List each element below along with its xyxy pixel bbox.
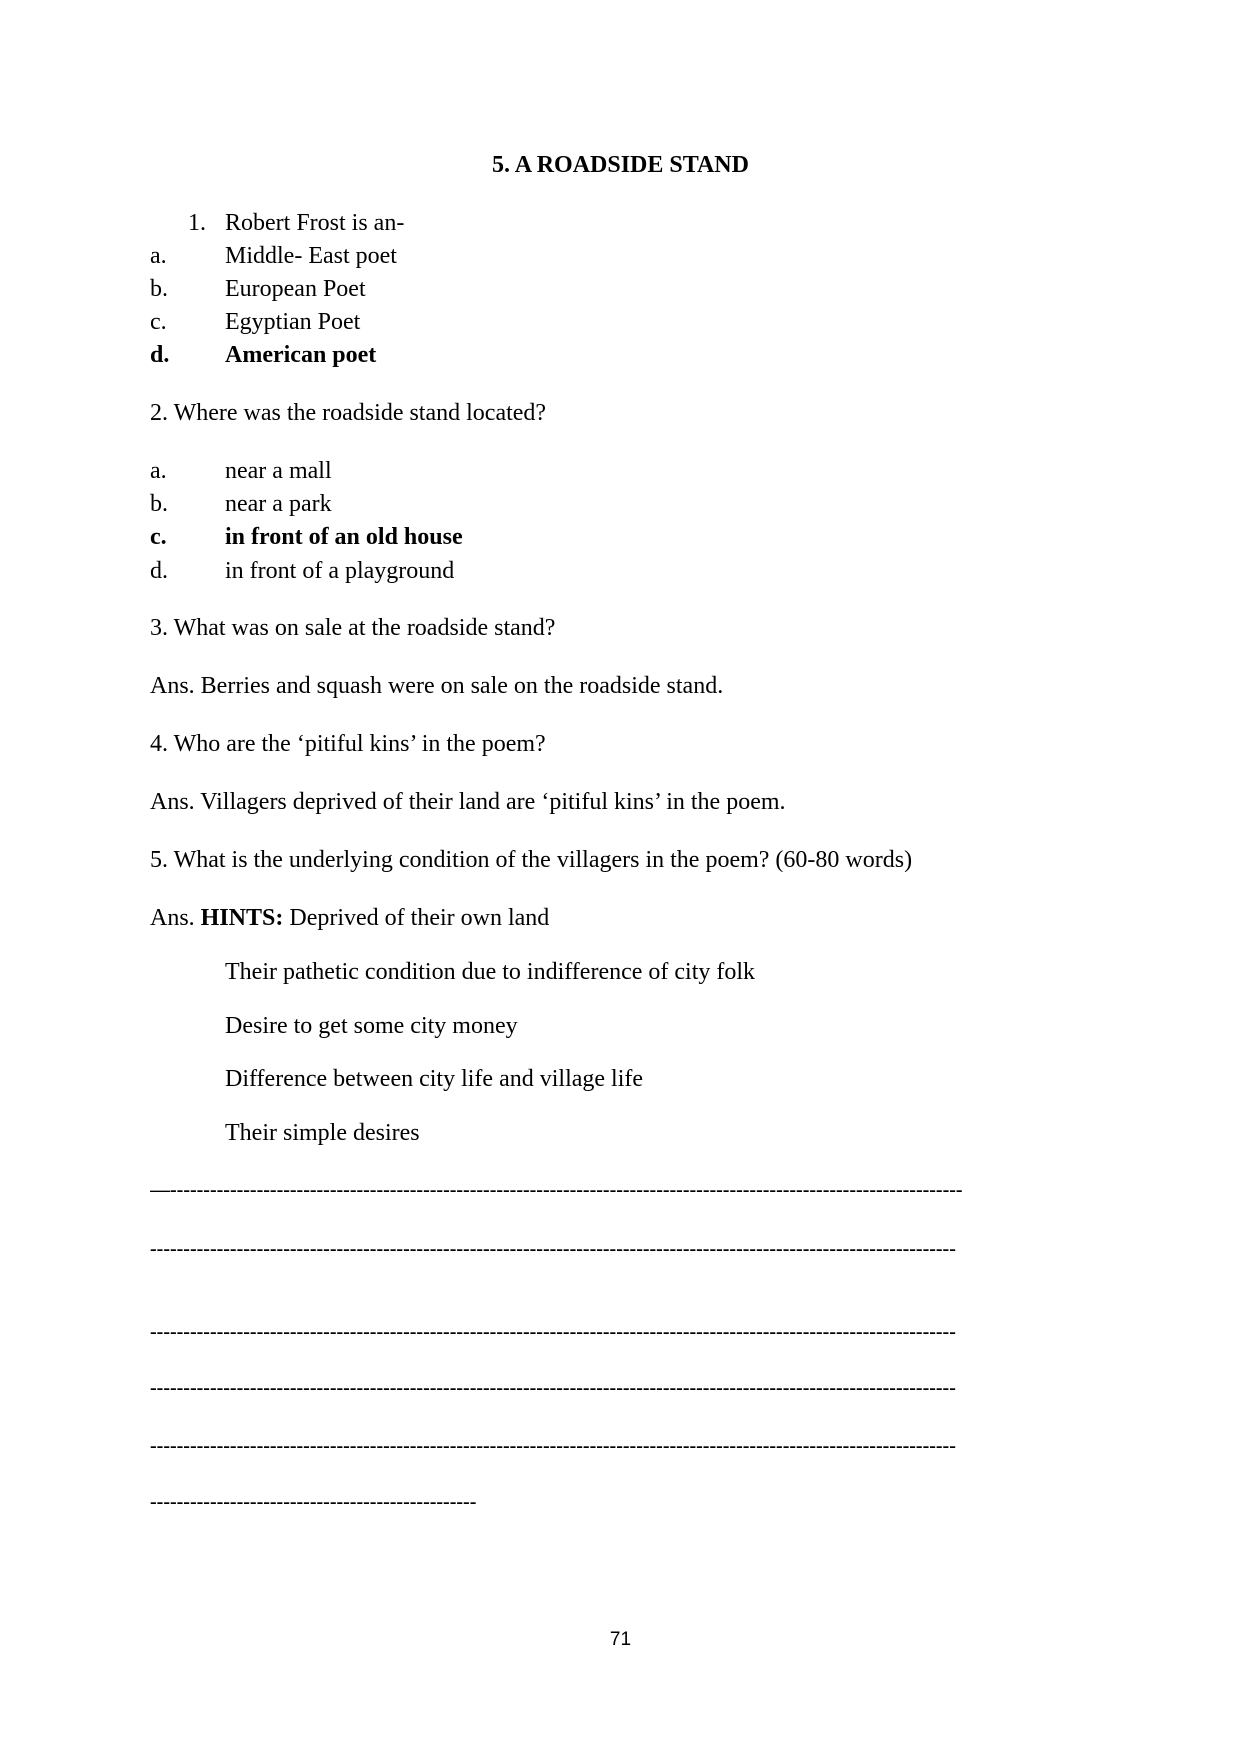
q2-option-a-letter: a. — [150, 458, 167, 484]
hint-item: Deprived of their own land — [289, 905, 550, 931]
question-1-number: 1. — [188, 210, 206, 236]
question-3-text: 3. What was on sale at the roadside stand? — [150, 615, 556, 641]
hint-item: Difference between city life and village life — [225, 1066, 644, 1092]
hint-item: Their simple desires — [225, 1120, 420, 1146]
hint-item: Their pathetic condition due to indifference of city folk — [225, 959, 756, 985]
answer-prefix: Ans. — [150, 905, 195, 931]
q2-option-d-letter: d. — [150, 558, 168, 584]
q2-option-a-text: near a mall — [225, 458, 332, 484]
q1-option-d-text: American poet — [225, 342, 377, 368]
question-4-answer: Ans. Villagers deprived of their land are ‘pitiful kins’ in the poem. — [150, 789, 786, 815]
q1-option-c-text: Egyptian Poet — [225, 309, 361, 335]
page-number: 71 — [609, 1629, 632, 1650]
answer-line: ------------------------------------------------------------------------------------------------------------------------- — [150, 1377, 956, 1399]
q1-option-d-letter: d. — [150, 342, 170, 368]
question-1-text: Robert Frost is an- — [225, 210, 405, 236]
question-3-answer: Ans. Berries and squash were on sale on the roadside stand. — [150, 673, 724, 699]
q2-option-c-text: in front of an old house — [225, 524, 463, 550]
answer-line: ------------------------------------------------------------------------------------------------------------------------- — [150, 1321, 956, 1343]
question-5-text: 5. What is the underlying condition of the villagers in the poem? (60-80 words) — [150, 847, 913, 873]
hint-item: Desire to get some city money — [225, 1013, 518, 1039]
question-2-text: 2. Where was the roadside stand located? — [150, 400, 547, 426]
answer-line: ------------------------------------------------------------------------------------------------------------------------- — [150, 1238, 956, 1260]
q1-option-b-text: European Poet — [225, 276, 366, 302]
answer-line: ------------------------------------------------------------------------------------------------------------------------- — [150, 1435, 956, 1457]
q1-option-a-text: Middle- East poet — [225, 243, 397, 269]
q1-option-b-letter: b. — [150, 276, 168, 302]
q1-option-a-letter: a. — [150, 243, 167, 269]
answer-line: ------------------------------------------------- — [150, 1491, 477, 1513]
question-4-text: 4. Who are the ‘pitiful kins’ in the poem? — [150, 731, 546, 757]
page-title: 5. A ROADSIDE STAND — [492, 152, 749, 178]
q2-option-b-text: near a park — [225, 491, 332, 517]
q1-option-c-letter: c. — [150, 309, 167, 335]
q2-option-b-letter: b. — [150, 491, 168, 517]
hints-label: HINTS: — [200, 905, 284, 931]
answer-line: —----------------------------------------------------------------------------------------------------------------------- — [150, 1179, 963, 1201]
q2-option-c-letter: c. — [150, 524, 167, 550]
q2-option-d-text: in front of a playground — [225, 558, 455, 584]
question-5-answer — [150, 903, 549, 933]
